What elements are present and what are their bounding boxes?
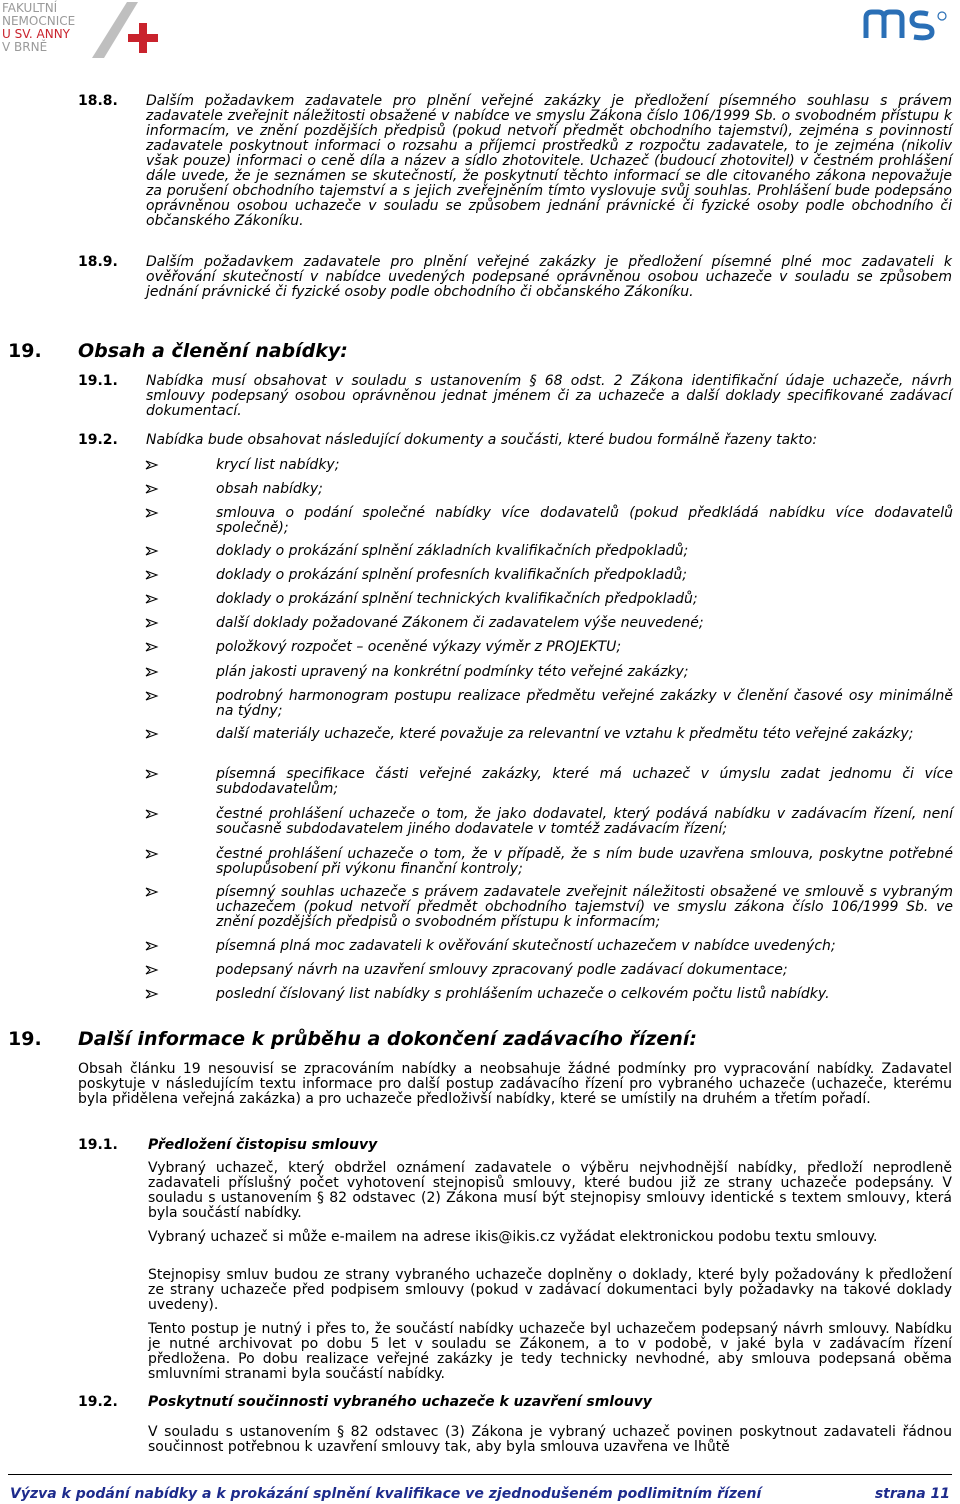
list-item: položkový rozpočet – oceněné výkazy výměr z PROJEKTU; (145, 640, 953, 655)
list-item: obsah nabídky; (145, 482, 953, 497)
list-item: písemná plná moc zadavateli k ověřování skutečností uchazečem v nabídce uvedených; (145, 939, 953, 954)
list-item: další materiály uchazeče, které považuje za relevantní ve vztahu k předmětu této veřejné zakázky; (145, 727, 953, 742)
list-item: písemná specifikace části veřejné zakázky, které má uchazeč v úmyslu zadat jednomu či více subdodavatelům; (145, 767, 953, 797)
section-19-2b-title: Poskytnutí součinnosti vybraného uchazeče k uzavření smlouvy (148, 1394, 652, 1410)
hospital-logo (0, 0, 170, 58)
arrow-bullet-icon (145, 963, 159, 977)
list-item: krycí list nabídky; (145, 458, 953, 473)
section-number-18-8: 18.8. (78, 93, 118, 109)
logo-line-4: V BRNĚ (2, 40, 48, 54)
heading-19-obsah (8, 341, 348, 361)
section-19-1b-para-4: Tento postup je nutný i přes to, že součástí nabídky uchazeče byl uchazečem podepsaný návrh smlouvy. Nabídku je nutné archivovat po dobu 5 let v souladu se Zákonem, a to v podobě, v jaké byla v zadávacím řízení předložena. Po dobu realizace veřejné zakázky je tedy technicky nevhodné, aby smlouva podepsaná oběma smluvními stranami byla součástí nabídky. (148, 1321, 952, 1382)
list-item: smlouva o podání společné nabídky více dodavatelů (pokud předkládá nabídku více dodavatelů společně); (145, 506, 953, 536)
footer-divider (8, 1474, 952, 1475)
list-item: čestné prohlášení uchazeče o tom, že jako dodavatel, který podává nabídku v zadávacím řízení, není současně subdodavatelem jiného dodavatele v tomtéž zadávacím řízení; (145, 807, 953, 837)
cross-emblem-icon (92, 0, 166, 58)
section-number-18-9: 18.9. (78, 254, 118, 270)
section-19-1b-para-3: Stejnopisy smluv budou ze strany vybraného uchazeče doplněny o doklady, které byly požadovány k předložení ze strany uchazeče před podpisem smlouvy (pokud v zadávací dokumentaci byly požadavky na takové doklady uvedeny). (148, 1267, 952, 1313)
heading-title: Obsah a členění nabídky: (78, 340, 348, 362)
logo-line-1: FAKULTNÍ (2, 1, 58, 15)
list-item: poslední číslovaný list nabídky s prohlášením uchazeče o celkovém počtu listů nabídky. (145, 987, 953, 1002)
arrow-bullet-icon (145, 807, 159, 821)
section-18-8-text: Dalším požadavkem zadavatele pro plnění veřejné zakázky je předložení písemného souhlasu s právem zadavatele zveřejnit náležitosti obsažené v nabídce ve smyslu Zákona číslo 106/1999 Sb. o svobodném přístupu k informacím, ve znění pozdějších předpisů (pokud netvoří předmět obchodního tajemství), zejména s povinností zadavatele poskytnout informaci o rozsahu a příjemci prostředků z rozpočtu zadavatele, to je zejména (nikoliv však pouze) informaci o ceně díla a název a sídlo zhotovitele. Uchazeč (budoucí zhotovitel) v čestném prohlášení dále uvede, že je seznámen se skutečností, že poskytnutí těchto informací se dle citovaného zákona nepovažuje za porušení obchodního tajemství a s jejich zveřejněním tímto vyslovuje svůj souhlas. Prohlášení bude podepsáno oprávněnou osobou uchazeče v souladu se způsobem jednání právnické či fyzické osoby podle obchodního či občanského Zákoníku. (146, 93, 952, 229)
list-item: doklady o prokázání splnění základních kvalifikačních předpokladů; (145, 544, 953, 559)
arrow-bullet-icon (145, 727, 159, 741)
section-number-19-2: 19.2. (78, 432, 118, 448)
ms-logo-icon (862, 8, 952, 42)
section-19-1b-para-2: Vybraný uchazeč si může e-mailem na adrese ikis@ikis.cz vyžádat elektronickou podobu textu smlouvy. (148, 1229, 878, 1245)
section-19-1b-para-1: Vybraný uchazeč, který obdržel oznámení zadavatele o výběru nejvhodnější nabídky, předloží neprodleně zadavateli příslušný počet vyhotovení stejnopisů smlouvy, které budou již ze strany uchazeče podepsány. V souladu s ustanovením § 82 odstavec (2) Zákona musí být stejnopisy smlouvy identické s textem smlouvy, která byla součástí nabídky. (148, 1160, 952, 1221)
section-19-1-text: Nabídka musí obsahovat v souladu s ustanovením § 68 odst. 2 Zákona identifikační údaje uchazeče, návrh smlouvy podepsaný osobou oprávněnou jednat jménem či za uchazeče a další doklady specifikované zadávací dokumentací. (146, 373, 952, 419)
arrow-bullet-icon (145, 568, 159, 582)
arrow-bullet-icon (145, 458, 159, 472)
section-19-2b-text: V souladu s ustanovením § 82 odstavec (3) Zákona je vybraný uchazeč povinen poskytnout zadavateli řádnou součinnost potřebnou k uzavření smlouvy tak, aby byla smlouva uzavřena ve lhůtě (148, 1424, 952, 1455)
arrow-bullet-icon (145, 640, 159, 654)
footer-title: Výzva k podání nabídky a k prokázání splnění kvalifikace ve zjednodušeném podlimitním řízení (10, 1486, 762, 1502)
section-number-19-2b: 19.2. (78, 1394, 118, 1410)
heading-number: 19. (8, 1028, 42, 1050)
section-18-9-text: Dalším požadavkem zadavatele pro plnění veřejné zakázky je předložení písemné plné moc zadavateli k ověřování skutečností v nabídce uvedených podepsané oprávněnou osobou uchazeče v souladu se způsobem jednání právnické či fyzické osoby podle obchodního či občanského Zákoníku. (146, 254, 952, 300)
arrow-bullet-icon (145, 885, 159, 899)
heading-title: Další informace k průběhu a dokončení zadávacího řízení: (78, 1028, 697, 1050)
heading-19-dalsi-informace (8, 1029, 697, 1049)
arrow-bullet-icon (145, 847, 159, 861)
page-number: strana 11 (874, 1486, 950, 1502)
list-item: čestné prohlášení uchazeče o tom, že v případě, že s ním bude uzavřena smlouva, poskytne potřebné spolupůsobení při výkonu finanční kontroly; (145, 847, 953, 877)
arrow-bullet-icon (145, 767, 159, 781)
section-number-19-1: 19.1. (78, 373, 118, 389)
list-item: plán jakosti upravený na konkrétní podmínky této veřejné zakázky; (145, 665, 953, 680)
list-item: podepsaný návrh na uzavření smlouvy zpracovaný podle zadávací dokumentace; (145, 963, 953, 978)
arrow-bullet-icon (145, 506, 159, 520)
logo-line-2: NEMOCNICE (2, 14, 76, 28)
arrow-bullet-icon (145, 689, 159, 703)
arrow-bullet-icon (145, 482, 159, 496)
ms-logo (862, 8, 952, 42)
arrow-bullet-icon (145, 665, 159, 679)
section-number-19-1b: 19.1. (78, 1137, 118, 1153)
list-item: doklady o prokázání splnění profesních kvalifikačních předpokladů; (145, 568, 953, 583)
arrow-bullet-icon (145, 987, 159, 1001)
arrow-bullet-icon (145, 616, 159, 630)
list-item: podrobný harmonogram postupu realizace předmětu veřejné zakázky v členění časové osy minimálně na týdny; (145, 689, 953, 719)
arrow-bullet-icon (145, 592, 159, 606)
list-item: písemný souhlas uchazeče s právem zadavatele zveřejnit náležitosti obsažené ve smlouvě s vybraným uchazečem (pokud netvoří předmět obchodního tajemství) ve smyslu zákona číslo 106/1999 Sb. ve znění pozdějších předpisů o svobodném přístupu k informacím; (145, 885, 953, 930)
arrow-bullet-icon (145, 544, 159, 558)
page-footer (10, 1487, 950, 1502)
heading-number: 19. (8, 340, 42, 362)
arrow-bullet-icon (145, 939, 159, 953)
section-19-2-text: Nabídka bude obsahovat následující dokumenty a součásti, které budou formálně řazeny takto: (146, 432, 818, 448)
section-19-1b-title: Předložení čistopisu smlouvy (148, 1137, 378, 1153)
section-19-intro: Obsah článku 19 nesouvisí se zpracováním nabídky a neobsahuje žádné podmínky pro vypracování nabídky. Zadavatel poskytuje v následujícím textu informace pro další postup zadávacího řízení pro vybraného uchazeče (uchazeče, kterému byla přidělena veřejná zakázka) a pro uchazeče předloživší nabídky, které se umístily na druhém a třetím pořadí. (78, 1061, 952, 1107)
list-item: další doklady požadované Zákonem či zadavatelem výše neuvedené; (145, 616, 953, 631)
logo-line-3: U SV. ANNY (2, 27, 70, 41)
page-header (0, 0, 960, 60)
list-item: doklady o prokázání splnění technických kvalifikačních předpokladů; (145, 592, 953, 607)
